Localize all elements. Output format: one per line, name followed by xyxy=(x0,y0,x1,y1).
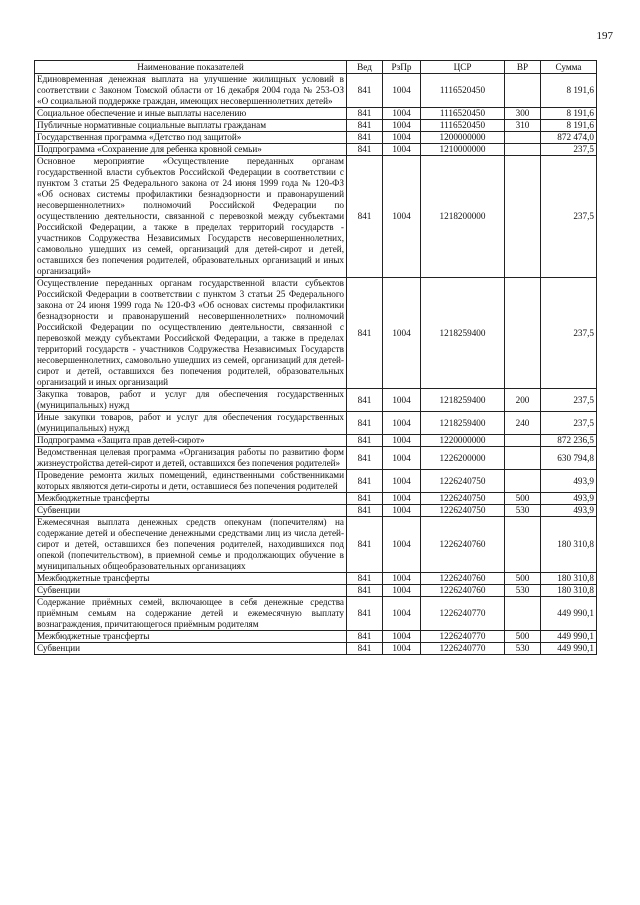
header-sum: Сумма xyxy=(541,61,597,74)
table-row xyxy=(35,505,597,517)
row-ved: 841 xyxy=(347,470,383,493)
row-sum: 449 990,1 xyxy=(541,597,597,631)
row-ved: 841 xyxy=(347,447,383,470)
page-number: 197 xyxy=(596,30,613,42)
row-rzpr: 1004 xyxy=(383,447,421,470)
row-sum: 237,5 xyxy=(541,278,597,389)
row-rzpr: 1004 xyxy=(383,493,421,505)
row-sum: 8 191,6 xyxy=(541,120,597,132)
row-sum: 180 310,8 xyxy=(541,517,597,573)
row-name: Публичные нормативные социальные выплаты гражданам xyxy=(35,120,347,132)
row-rzpr: 1004 xyxy=(383,144,421,156)
row-vr: 500 xyxy=(505,631,541,643)
row-sum: 8 191,6 xyxy=(541,74,597,108)
row-rzpr: 1004 xyxy=(383,120,421,132)
row-csr: 1210000000 xyxy=(421,144,505,156)
row-name: Содержание приёмных семей, включающее в себя денежные средства приёмным семьям на содержание детей и ежемесячную выплату вознаграждения, причитающегося приёмным родителям xyxy=(35,597,347,631)
row-name: Осуществление переданных органам государственной власти субъектов Российской Федерации в соответствии с пунктом 3 статьи 25 Федерального закона от 24 июня 1999 года № 120-ФЗ «Об основах системы профилактики безнадзорности и правонарушений несовершеннолетних» полномочий Российской Федерации по осуществлению деятельности, связанной с перевозкой между субъектами Российской Федерации, а также в пределах территорий государств - участников Содружества Независимых Государств несовершеннолетних, самовольно ушедших из семей, организаций для детей-сирот и детей, оставшихся без попечения родителей, образовательных организаций и иных организаций xyxy=(35,278,347,389)
row-ved: 841 xyxy=(347,132,383,144)
row-vr xyxy=(505,597,541,631)
row-sum: 493,9 xyxy=(541,505,597,517)
row-vr: 500 xyxy=(505,573,541,585)
row-vr xyxy=(505,74,541,108)
row-name: Подпрограмма «Сохранение для ребенка кровной семьи» xyxy=(35,144,347,156)
row-rzpr: 1004 xyxy=(383,505,421,517)
row-rzpr: 1004 xyxy=(383,470,421,493)
row-csr: 1218200000 xyxy=(421,156,505,278)
row-vr: 310 xyxy=(505,120,541,132)
row-name: Субвенции xyxy=(35,643,347,655)
row-csr: 1218259400 xyxy=(421,389,505,412)
row-rzpr: 1004 xyxy=(383,585,421,597)
row-name: Проведение ремонта жилых помещений, единственными собственниками которых являются дети-сироты и дети, оставшиеся без попечения родителей xyxy=(35,470,347,493)
budget-table xyxy=(34,60,597,655)
row-name: Межбюджетные трансферты xyxy=(35,631,347,643)
row-ved: 841 xyxy=(347,435,383,447)
row-rzpr: 1004 xyxy=(383,108,421,120)
row-csr: 1116520450 xyxy=(421,74,505,108)
row-csr: 1220000000 xyxy=(421,435,505,447)
row-vr xyxy=(505,447,541,470)
table-header-row xyxy=(35,61,597,74)
row-csr: 1226240750 xyxy=(421,470,505,493)
row-sum: 237,5 xyxy=(541,389,597,412)
table-row xyxy=(35,597,597,631)
row-name: Субвенции xyxy=(35,585,347,597)
row-sum: 493,9 xyxy=(541,493,597,505)
row-csr: 1200000000 xyxy=(421,132,505,144)
row-sum: 180 310,8 xyxy=(541,585,597,597)
row-vr xyxy=(505,156,541,278)
table-body xyxy=(35,74,597,655)
row-name: Ведомственная целевая программа «Организация работы по развитию форм жизнеустройства детей-сирот и детей, оставшихся без попечения родителей» xyxy=(35,447,347,470)
row-name: Межбюджетные трансферты xyxy=(35,573,347,585)
row-ved: 841 xyxy=(347,631,383,643)
row-rzpr: 1004 xyxy=(383,631,421,643)
row-ved: 841 xyxy=(347,643,383,655)
table-row xyxy=(35,389,597,412)
row-ved: 841 xyxy=(347,517,383,573)
row-ved: 841 xyxy=(347,120,383,132)
row-vr xyxy=(505,278,541,389)
header-csr: ЦСР xyxy=(421,61,505,74)
header-ved: Вед xyxy=(347,61,383,74)
table-row xyxy=(35,631,597,643)
header-rzpr: РзПр xyxy=(383,61,421,74)
row-csr: 1116520450 xyxy=(421,120,505,132)
row-ved: 841 xyxy=(347,74,383,108)
row-sum: 493,9 xyxy=(541,470,597,493)
row-rzpr: 1004 xyxy=(383,132,421,144)
table-row xyxy=(35,585,597,597)
row-csr: 1226240760 xyxy=(421,517,505,573)
row-vr xyxy=(505,435,541,447)
table-row xyxy=(35,156,597,278)
row-sum: 872 236,5 xyxy=(541,435,597,447)
row-vr xyxy=(505,132,541,144)
row-rzpr: 1004 xyxy=(383,412,421,435)
row-rzpr: 1004 xyxy=(383,435,421,447)
row-vr xyxy=(505,517,541,573)
table-row xyxy=(35,108,597,120)
table-row xyxy=(35,278,597,389)
row-ved: 841 xyxy=(347,505,383,517)
row-ved: 841 xyxy=(347,389,383,412)
row-rzpr: 1004 xyxy=(383,517,421,573)
row-vr: 530 xyxy=(505,643,541,655)
row-csr: 1218259400 xyxy=(421,412,505,435)
row-csr: 1226240750 xyxy=(421,505,505,517)
row-name: Иные закупки товаров, работ и услуг для обеспечения государственных (муниципальных) нужд xyxy=(35,412,347,435)
row-vr xyxy=(505,470,541,493)
row-vr: 240 xyxy=(505,412,541,435)
row-sum: 237,5 xyxy=(541,156,597,278)
row-ved: 841 xyxy=(347,108,383,120)
row-ved: 841 xyxy=(347,597,383,631)
row-sum: 237,5 xyxy=(541,144,597,156)
row-rzpr: 1004 xyxy=(383,74,421,108)
row-name: Закупка товаров, работ и услуг для обеспечения государственных (муниципальных) нужд xyxy=(35,389,347,412)
header-name: Наименование показателей xyxy=(35,61,347,74)
table-row xyxy=(35,517,597,573)
table-row xyxy=(35,643,597,655)
row-rzpr: 1004 xyxy=(383,156,421,278)
table-row xyxy=(35,74,597,108)
row-name: Социальное обеспечение и иные выплаты населению xyxy=(35,108,347,120)
row-name: Государственная программа «Детство под защитой» xyxy=(35,132,347,144)
row-csr: 1116520450 xyxy=(421,108,505,120)
table-row xyxy=(35,120,597,132)
row-vr: 200 xyxy=(505,389,541,412)
row-name: Единовременная денежная выплата на улучшение жилищных условий в соответствии с Законом Томской области от 16 декабря 2004 года № 253-ОЗ «О социальной поддержке граждан, имеющих несовершеннолетних детей» xyxy=(35,74,347,108)
table-row xyxy=(35,132,597,144)
row-ved: 841 xyxy=(347,278,383,389)
row-csr: 1218259400 xyxy=(421,278,505,389)
row-csr: 1226240760 xyxy=(421,585,505,597)
row-vr: 500 xyxy=(505,493,541,505)
row-rzpr: 1004 xyxy=(383,573,421,585)
row-rzpr: 1004 xyxy=(383,278,421,389)
table-row xyxy=(35,144,597,156)
row-ved: 841 xyxy=(347,573,383,585)
table-row xyxy=(35,412,597,435)
row-csr: 1226240770 xyxy=(421,631,505,643)
row-vr xyxy=(505,144,541,156)
row-name: Субвенции xyxy=(35,505,347,517)
table-row xyxy=(35,470,597,493)
row-sum: 872 474,0 xyxy=(541,132,597,144)
row-name: Ежемесячная выплата денежных средств опекунам (попечителям) на содержание детей и обеспечение денежными средствами лиц из числа детей-сирот и детей, оставшихся без попечения родителей, находившихся под опекой (попечительством), в приемной семье и продолжающих обучение в муниципальных общеобразовательных организациях xyxy=(35,517,347,573)
row-sum: 449 990,1 xyxy=(541,631,597,643)
row-vr: 530 xyxy=(505,505,541,517)
row-rzpr: 1004 xyxy=(383,597,421,631)
table-row xyxy=(35,447,597,470)
row-sum: 630 794,8 xyxy=(541,447,597,470)
row-vr: 300 xyxy=(505,108,541,120)
table-row xyxy=(35,435,597,447)
row-name: Основное мероприятие «Осуществление переданных органам государственной власти субъектов Российской Федерации в соответствии с пунктом 3 статьи 25 Федерального закона от 24 июня 1999 года № 120-ФЗ «Об основах системы профилактики безнадзорности и правонарушений несовершеннолетних» полномочий Российской Федерации по осуществлению деятельности, связанной с перевозкой между субъектами Российской Федерации, а также в пределах территорий государств - участников Содружества Независимых Государств несовершеннолетних, самовольно ушедших из семей, организаций для детей-сирот и детей, оставшихся без попечения родителей, образовательных организаций и иных организаций» xyxy=(35,156,347,278)
row-vr: 530 xyxy=(505,585,541,597)
row-rzpr: 1004 xyxy=(383,389,421,412)
row-ved: 841 xyxy=(347,144,383,156)
row-rzpr: 1004 xyxy=(383,643,421,655)
row-csr: 1226240760 xyxy=(421,573,505,585)
header-vr: ВР xyxy=(505,61,541,74)
table-row xyxy=(35,493,597,505)
row-name: Подпрограмма «Защита прав детей-сирот» xyxy=(35,435,347,447)
row-ved: 841 xyxy=(347,493,383,505)
row-name: Межбюджетные трансферты xyxy=(35,493,347,505)
row-sum: 180 310,8 xyxy=(541,573,597,585)
row-ved: 841 xyxy=(347,412,383,435)
row-ved: 841 xyxy=(347,156,383,278)
table-row xyxy=(35,573,597,585)
row-sum: 237,5 xyxy=(541,412,597,435)
row-sum: 449 990,1 xyxy=(541,643,597,655)
row-csr: 1226240770 xyxy=(421,597,505,631)
row-csr: 1226240770 xyxy=(421,643,505,655)
row-csr: 1226200000 xyxy=(421,447,505,470)
row-ved: 841 xyxy=(347,585,383,597)
row-sum: 8 191,6 xyxy=(541,108,597,120)
row-csr: 1226240750 xyxy=(421,493,505,505)
